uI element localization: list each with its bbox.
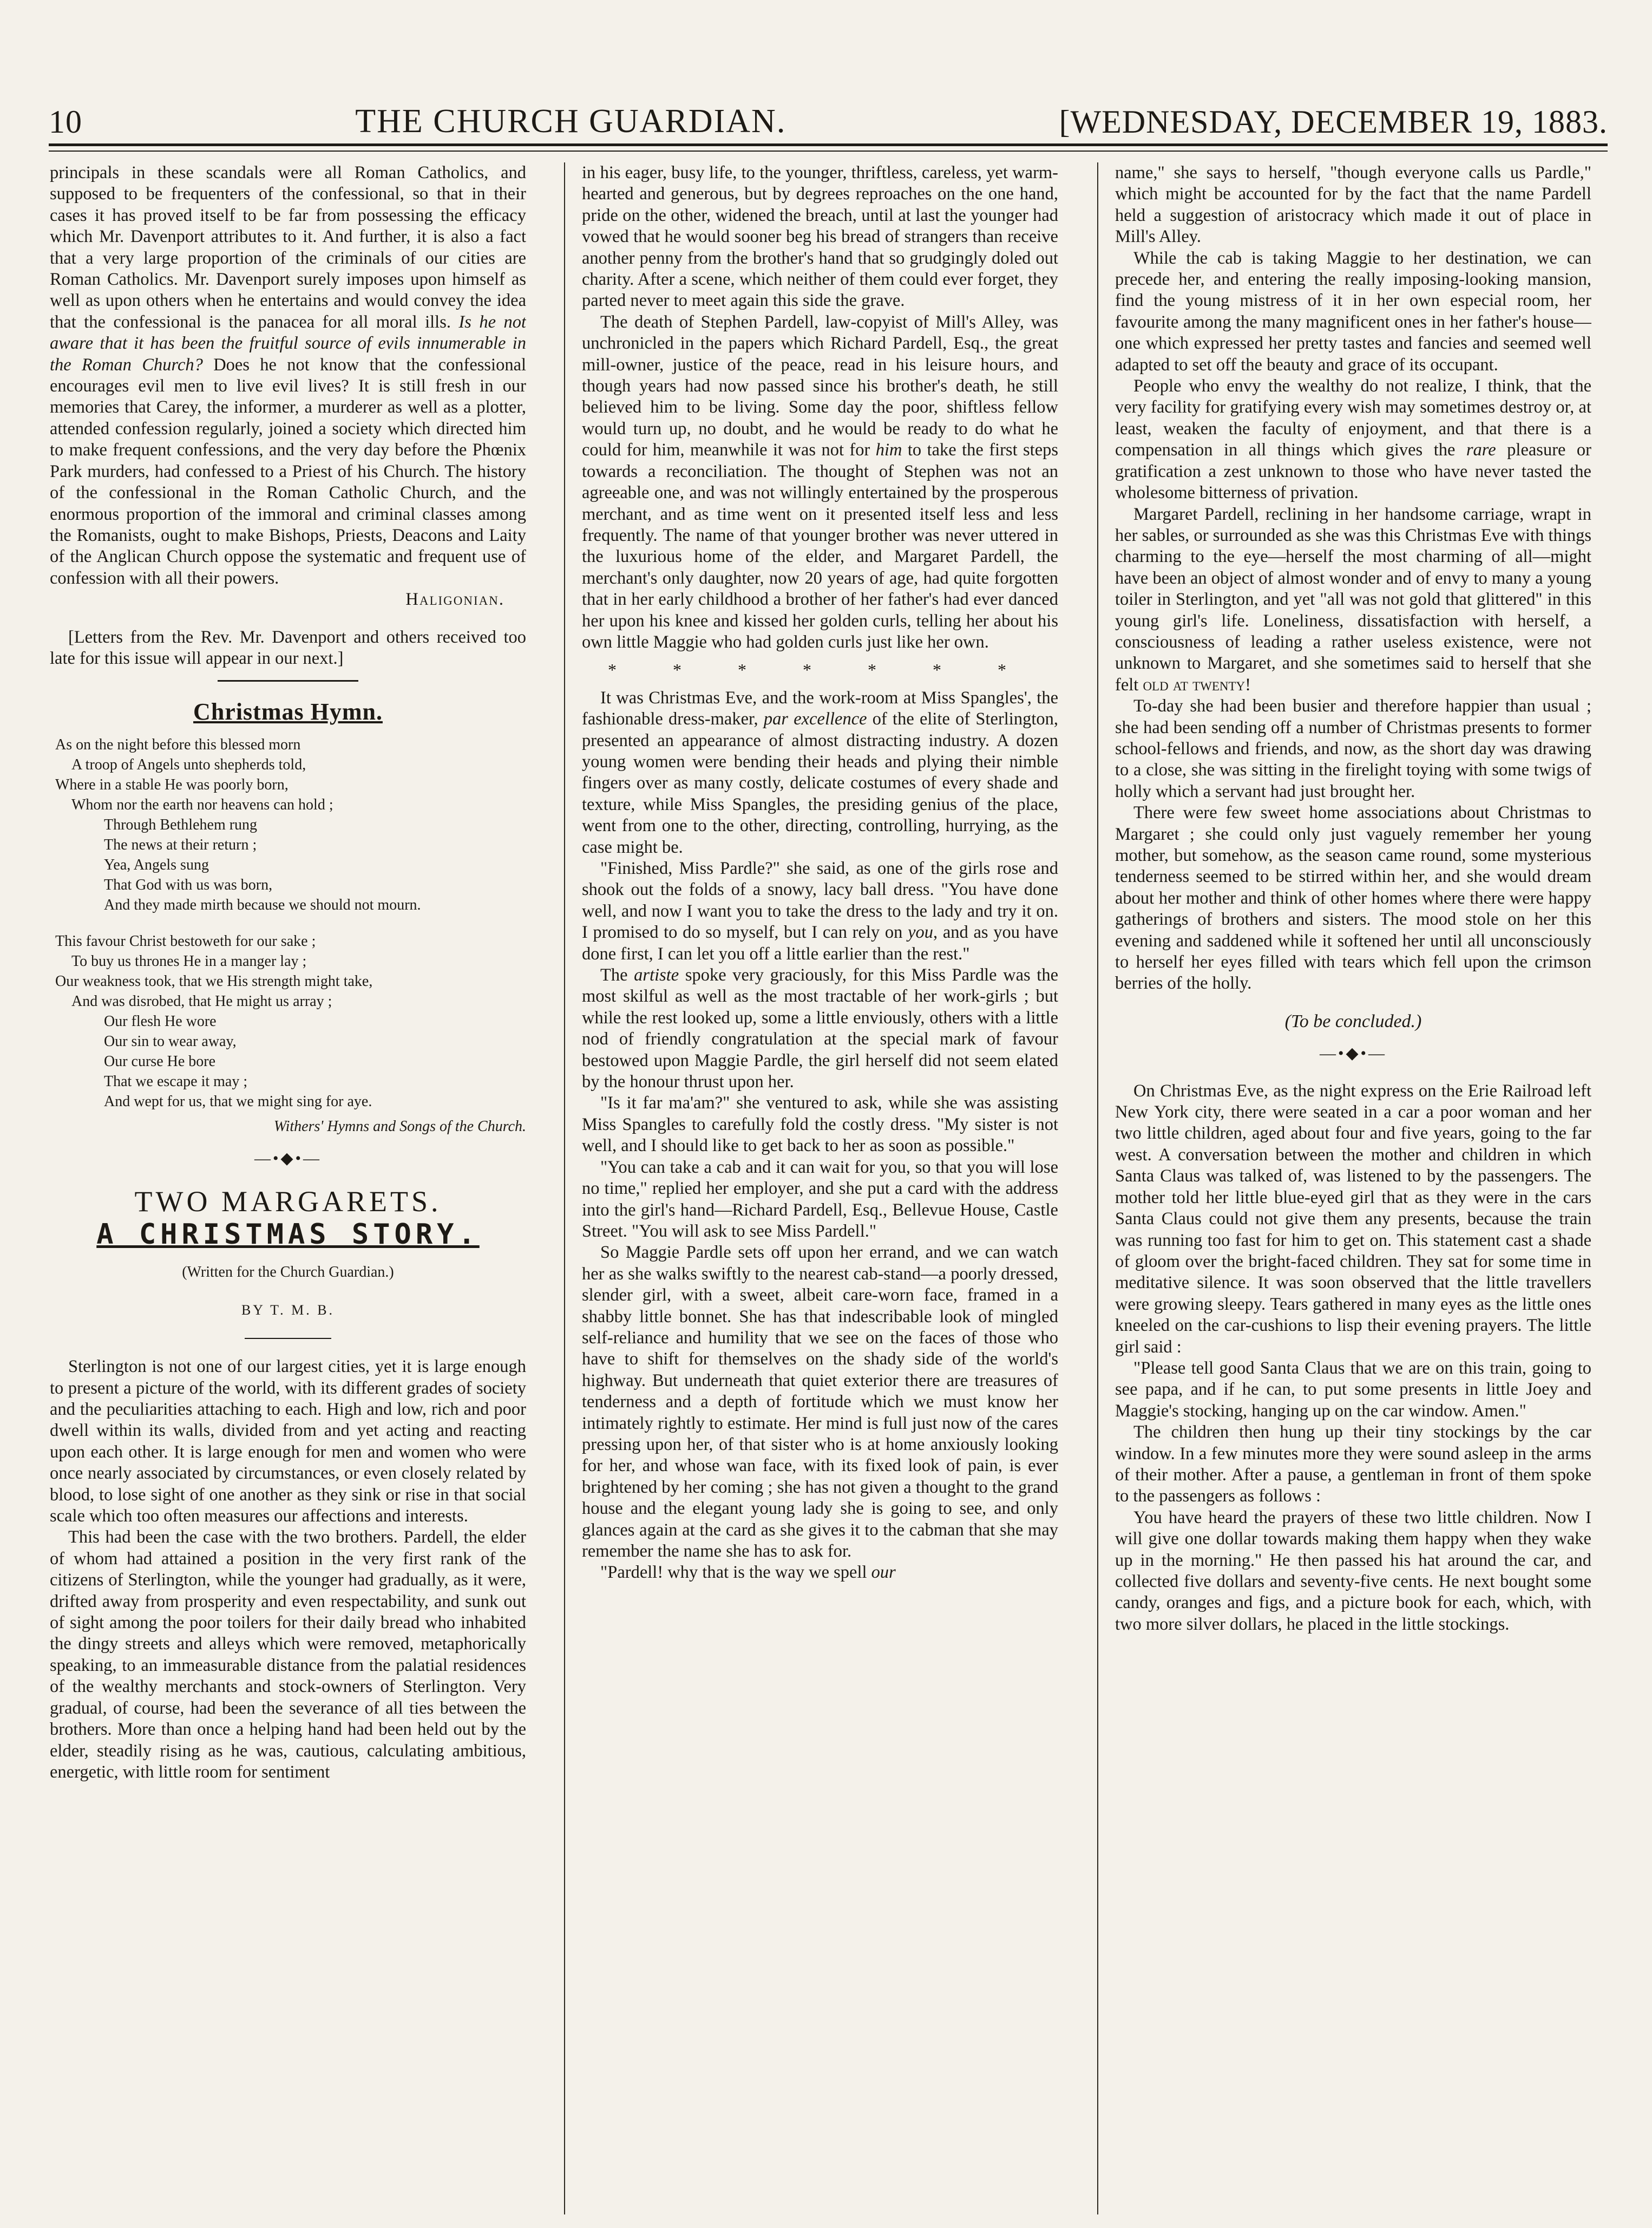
paragraph: There were few sweet home associations about Christmas to Margaret ; she could only just vaguely remember her young mother, but somehow, as the season came round, some mysterious tenderness seemed to be stirred within her, and she would dream about her mother and think of other homes where there were happy gatherings of brothers and sisters. The mood stole on her this evening and saddened while it softened her until all unconsciously to herself her eyes filled with tears which fell upon the crimson berries of the holly. (1115, 803, 1591, 994)
column-divider (1097, 162, 1098, 2214)
paragraph: "Is it far ma'am?" she ventured to ask, while she was assisting Miss Spangles to carefully fold the costly dress. "My sister is not well, and I should like to get back to her as soon as possible." (582, 1093, 1058, 1156)
paragraph: The death of Stephen Pardell, law-copyist of Mill's Alley, was unchronicled in the papers which Richard Pardell, Esq., the great mill-owner, justice of the peace, read in his leisure hours, and though years had now passed since his brother's death, he still believed him to be living. Some day the poor, shiftless fellow would turn up, no doubt, and he would be ready to do what he could for him, meanwhile it was not for him to take the first steps towards a reconciliation. The thought of Stephen was not an agreeable one, and was not willingly entertained by the prosperous merchant, and as time went on it presented itself less and less frequently. The name of that younger brother was never uttered in the luxurious home of the elder, and Margaret Pardell, the merchant's only daughter, now 20 years of age, had quite forgotten that in her early childhood a brother of her father's had ever danced her upon his knee and kissed her golden curls, telling her about his own little Maggie who had golden curls just like her own. (582, 312, 1058, 652)
editor-note: [Letters from the Rev. Mr. Davenport and others received too late for this issue will appear in our next.] (50, 627, 526, 668)
paragraph: This had been the case with the two brothers. Pardell, the elder of whom had attained a position in the very first rank of the citizens of Sterlington, while the younger had gradually, as it were, drifted away from prosperity and even respectability, and sunk out of sight among the poor toilers for their daily bread who inhabited the dingy streets and alleys which were removed, metaphorically speaking, to an immeasurable distance from the palatial residences of the wealthy merchants and stock-owners of Sterlington. Very gradual, of course, had been the severance of all ties between the brothers. More than once a helping hand had been held out by the elder, steadily rising as he was, cautious, calculating ambitious, energetic, with little room for sentiment (50, 1527, 526, 1782)
column-2 (582, 162, 1058, 2220)
column-divider (564, 162, 565, 2214)
paragraph: People who envy the wealthy do not realize, I think, that the very facility for gratifying every wish may sometimes destroy or, at least, weaken the faculty of enjoyment, and that there is a compensation in all things which gives the rare pleasure or gratification a zest unknown to those who have never tasted the wholesome bitterness of privation. (1115, 376, 1591, 503)
paragraph: The children then hung up their tiny stockings by the car window. In a few minutes more they were sound asleep in the arms of their mother. After a pause, a gentleman in front of them spoke to the passengers as follows : (1115, 1422, 1591, 1506)
hymn-stanza-2: This favour Christ bestoweth for our sake ; To buy us thrones He in a manger lay ; Our weakness took, that we His strength might take, And was disrobed, that He might us array ; Our flesh He wore Our sin to wear away, Our curse He bore That we escape it may ; And wept for us, that we might sing for aye. (55, 932, 373, 1110)
column-3 (1115, 162, 1591, 2220)
paragraph: Margaret Pardell, reclining in her handsome carriage, wrapt in her sables, or surrounded as she was this Christmas Eve with things charming to the eye—herself the most charming of all—might have been an object of almost wonder and of envy to many a young toiler in Sterlington, and yet "all was not gold that glittered" in this young girl's life. Loneliness, dissatisfaction with herself, a consciousness of leading a rather useless existence, were not unknown to Margaret, and she sometimes said to herself that she felt old at twenty! (1115, 504, 1591, 695)
paragraph: To-day she had been busier and therefore happier than usual ; she had been sending off a number of Christmas presents to former school-fellows and friends, and now, as the short day was drawing to a close, she was sitting in the firelight toying with some twigs of holly which a servant had just brought her. (1115, 696, 1591, 801)
ornament-divider: —•◆•— (1319, 1044, 1387, 1063)
paragraph: "You can take a cab and it can wait for you, so that you will lose no time," replied her employer, and she put a card with the address into the girl's hand—Richard Pardell, Esq., Bellevue House, Castle Street. "You will ask to see Miss Pardell." (582, 1157, 1058, 1241)
paragraph: You have heard the prayers of these two little children. Now I will give one dollar towards making them happy when they wake up in the morning." He then passed his hat around the car, and collected five dollars and seventy-five cents. He next bought some candy, oranges and figs, and a picture book for each, which, with two more silver dollars, he placed in the little stockings. (1115, 1507, 1591, 1634)
paragraph: "Finished, Miss Pardle?" she said, as one of the girls rose and shook out the folds of a snowy, lacy ball dress. "You have done well, and now I want you to take the dress to the lady and try it on. I promised to do so myself, but I can rely on you, and as you have done first, I can let you off a little earlier than the rest." (582, 859, 1058, 964)
ornament-divider: —•◆•— (254, 1149, 322, 1168)
hymn-credit: Withers' Hymns and Songs of the Church. (273, 1118, 526, 1135)
column-1 (50, 162, 526, 2220)
page-number: 10 (49, 104, 82, 140)
paragraph: On Christmas Eve, as the night express on the Erie Railroad left New York city, there were seated in a car a poor woman and her two little children, aged about four and five years, going to the far west. A conversation between the mother and children in which Santa Claus was talked of, was listened to by the passengers. The mother told her little blue-eyed girl that as they were in the cars Santa Claus could not give them any presents, because the train was running too fast for him to get on. This statement cast a shade of gloom over the bright-faced children. They sat for some time in meditative silence. It was soon observed that the little travellers were growing sleepy. Tears gathered in many eyes as the little ones kneeled on the car-cushions to lisp their evening prayers. The little girl said : (1115, 1081, 1591, 1357)
written-for-note: (Written for the Church Guardian.) (182, 1264, 394, 1281)
story-title: TWO MARGARETS. (134, 1185, 442, 1218)
section-divider (218, 680, 358, 682)
paragraph: Sterlington is not one of our largest cities, yet it is large enough to present a picture of the world, with its different grades of society and the peculiarities attaching to each. High and low, rich and poor dwell within its walls, divided from and yet acting and reacting upon each other. It is large enough for men and women who were once nearly associated by circumstances, or even closely related by blood, to lose sight of one another as they sink or rise in that social scale which too often measures our affections and interests. (50, 1357, 526, 1526)
newspaper-title: THE CHURCH GUARDIAN. (355, 103, 786, 140)
to-be-concluded: (To be concluded.) (1284, 1011, 1422, 1031)
section-break-stars: * * * * * * * (608, 660, 1032, 680)
hymn-stanza-1: As on the night before this blessed morn A troop of Angels unto shepherds told, Where in a stable He was poorly born, Whom nor the earth nor heavens can hold ; Through Bethlehem rung The news at their return ; Yea, Angels sung That God with us was born, And they made mirth because we should not mourn. (55, 736, 421, 913)
masthead (49, 81, 1608, 141)
byline-divider (245, 1338, 331, 1339)
issue-date: [WEDNESDAY, DECEMBER 19, 1883. (1059, 104, 1608, 140)
paragraph: While the cab is taking Maggie to her destination, we can precede her, and entering the really imposing-looking mansion, find the young mistress of it in her own especial room, her favourite among the many magnificent ones in her father's house—one which expressed her pretty tastes and fancies and seemed well adapted to set off the beauty and grace of its occupant. (1115, 248, 1591, 375)
paragraph: It was Christmas Eve, and the work-room at Miss Spangles', the fashionable dress-maker, par excellence of the elite of Sterlington, presented an appearance of almost distracting industry. A dozen young women were bending their heads and plying their nimble fingers over as many costly, delicate costumes of every shade and texture, while Miss Spangles, the presiding genius of the place, went from one to the other, directing, controlling, hurrying, as the case might be. (582, 688, 1058, 857)
letter-signature: Haligonian. (405, 590, 504, 610)
paragraph: "Pardell! why that is the way we spell our (600, 1563, 896, 1583)
header-rule (49, 143, 1608, 146)
paragraph: The artiste spoke very graciously, for this Miss Pardle was the most skilful as well as the most tractable of her work-girls ; but while the rest looked up, some a little enviously, others with a little nod of friendly congratulation at the special mark of favour bestowed upon Maggie Pardle, the girl herself did not seem elated by the honour thrust upon her. (582, 965, 1058, 1092)
header-rule-thin (49, 151, 1608, 152)
paragraph: So Maggie Pardle sets off upon her errand, and we can watch her as she walks swiftly to the nearest cab-stand—a poorly dressed, slender girl, with a sweet, albeit care-worn face, framed in a shabby little bonnet. She has that indescribable look of mingled self-reliance and humility that we see on the faces of those who have to shift for themselves on the shady side of the world's highway. But underneath that quiet exterior there are treasures of tenderness and a depth of fortitude which we must know her intimately rightly to estimate. Her mind is full just now of the cares pressing upon her, of that sister who is at home anxiously looking for her, and whose wan face, with its fixed look of pain, is ever brightened by her coming ; she has not given a thought to the grand house and the elegant young lady she is going to see, and only glances again at the card as she gives it to the cabman that she may remember the name she has to ask for. (582, 1243, 1058, 1561)
story-subtitle: A CHRISTMAS STORY. (96, 1218, 480, 1251)
paragraph: principals in these scandals were all Roman Catholics, and supposed to be frequenters of the confessional, so that in their cases it has proved itself to be far from possessing the efficacy which Mr. Davenport attributes to it. And further, it is also a fact that a very large proportion of the criminals of our cities are Roman Catholics. Mr. Davenport surely imposes upon himself as well as upon others when he entertains and would convey the idea that the confessional is the panacea for all moral ills. Is he not aware that it has been the fruitful source of evils innumerable in the Roman Church? Does he not know that the confessional encourages evil men to live evil lives? It is still fresh in our memories that Carey, the informer, a murderer as well as a plotter, attended confession regularly, joined a society which directed him to make frequent confessions, and the very day before the Phœnix Park murders, had confessed to a Priest of his Church. The history of the confessional in the Roman Catholic Church, and the enormous proportion of the immoral and criminal classes among the Romanists, ought to make Bishops, Priests, Deacons and Laity of the Anglican Church oppose the systematic and frequent use of confession with all their powers. (50, 163, 526, 588)
hymn-title: Christmas Hymn. (193, 698, 383, 726)
paragraph: name," she says to herself, "though everyone calls us Pardle," which might be accounted for by the fact that the name Pardell held a suggestion of aristocracy which made it out of place in Mill's Alley. (1115, 163, 1591, 247)
paragraph: in his eager, busy life, to the younger, thriftless, careless, yet warm-hearted and generous, but by degrees reproaches on the one hand, pride on the other, widened the breach, until at last the younger had vowed that he would sooner beg his bread of strangers than receive another penny from the brother's hand that so grudgingly doled out charity. After a scene, which neither of them could ever forget, they parted never to meet again this side the grave. (582, 163, 1058, 311)
byline: BY T. M. B. (241, 1302, 335, 1318)
paragraph: "Please tell good Santa Claus that we are on this train, going to see papa, and if he can, to put some presents in little Joey and Maggie's stocking, hanging up on the car window. Amen." (1115, 1358, 1591, 1421)
